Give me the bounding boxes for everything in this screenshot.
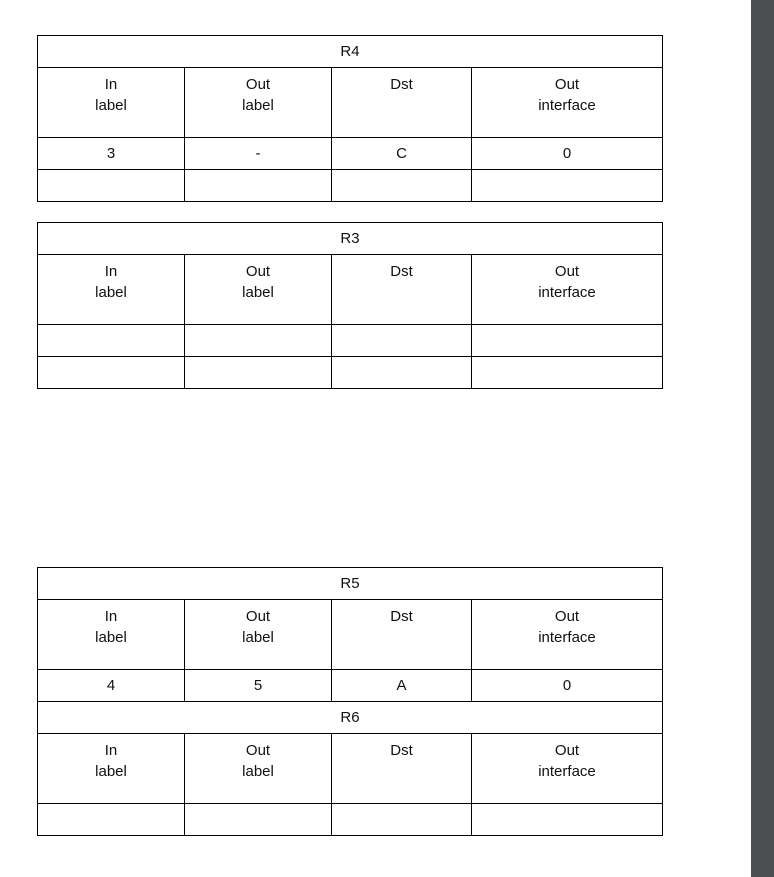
cell-out-interface (472, 804, 663, 836)
header-out-interface: Out interface (472, 68, 663, 138)
header-in-label: In label (38, 600, 185, 670)
header-out-interface: Out interface (472, 734, 663, 804)
cell-out-label (185, 804, 332, 836)
table-title: R4 (38, 36, 663, 68)
cell-dst (332, 804, 472, 836)
cell-dst (332, 325, 472, 357)
cell-in-label: 3 (38, 138, 185, 170)
cell-dst: A (332, 670, 472, 702)
table-r5-r6 (37, 567, 663, 836)
cell-out-label: - (185, 138, 332, 170)
cell-in-label: 4 (38, 670, 185, 702)
header-dst: Dst (332, 734, 472, 804)
header-out-label: Out label (185, 68, 332, 138)
cell-out-interface (472, 325, 663, 357)
table-r3 (37, 222, 663, 389)
cell-in-label (38, 170, 185, 202)
cell-in-label (38, 804, 185, 836)
cell-dst: C (332, 138, 472, 170)
header-in-label: In label (38, 68, 185, 138)
header-in-label: In label (38, 255, 185, 325)
header-out-interface: Out interface (472, 255, 663, 325)
table-r4 (37, 35, 663, 202)
cell-in-label (38, 325, 185, 357)
cell-dst (332, 357, 472, 389)
cell-out-interface (472, 357, 663, 389)
table-row (38, 804, 663, 836)
header-out-interface: Out interface (472, 600, 663, 670)
cell-in-label (38, 357, 185, 389)
header-out-label: Out label (185, 600, 332, 670)
table-row (38, 325, 663, 357)
table-row (38, 138, 663, 170)
table-row (38, 670, 663, 702)
header-in-label: In label (38, 734, 185, 804)
table-title: R5 (38, 568, 663, 600)
cell-out-interface: 0 (472, 138, 663, 170)
header-out-label: Out label (185, 734, 332, 804)
header-dst: Dst (332, 255, 472, 325)
scrollbar[interactable] (751, 0, 774, 877)
cell-out-label (185, 170, 332, 202)
table-row (38, 170, 663, 202)
table-title: R3 (38, 223, 663, 255)
cell-dst (332, 170, 472, 202)
header-dst: Dst (332, 600, 472, 670)
cell-out-label: 5 (185, 670, 332, 702)
table-row (38, 357, 663, 389)
cell-out-label (185, 325, 332, 357)
cell-out-interface: 0 (472, 670, 663, 702)
header-out-label: Out label (185, 255, 332, 325)
cell-out-label (185, 357, 332, 389)
header-dst: Dst (332, 68, 472, 138)
table-title: R6 (38, 702, 663, 734)
cell-out-interface (472, 170, 663, 202)
